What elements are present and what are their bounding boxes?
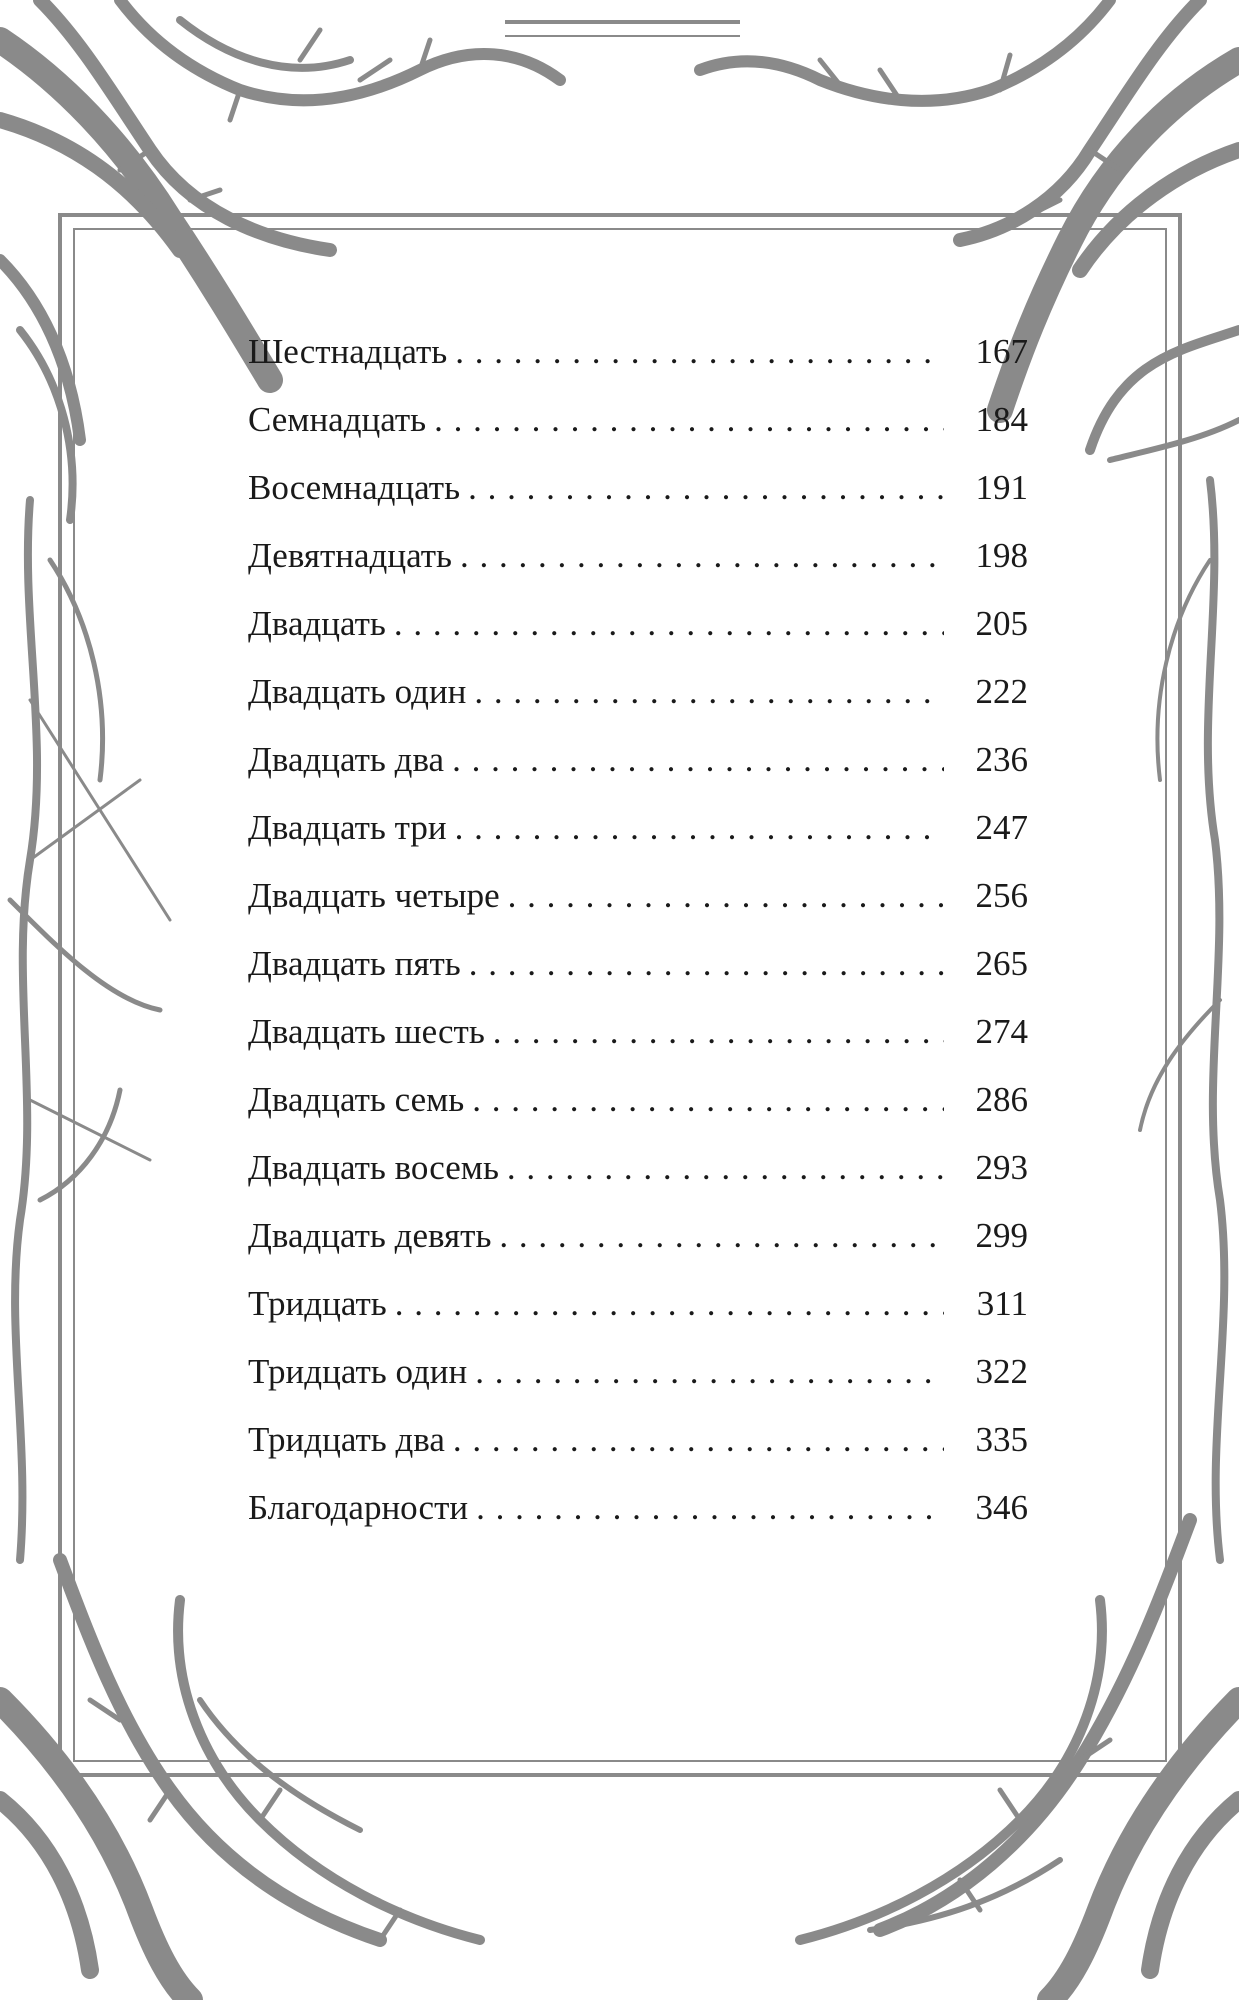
dot-leader: [468, 454, 944, 522]
toc-entry-page: 247: [975, 808, 1028, 847]
toc-entry-title: Двадцать девять: [248, 1216, 492, 1255]
dot-leader: [455, 318, 944, 386]
toc-entry: [248, 1202, 1028, 1270]
toc-entry-page: 205: [975, 604, 1028, 643]
toc-entry-page: 311: [976, 1284, 1028, 1323]
toc-entry: [248, 1270, 1028, 1338]
toc-entry-page: 191: [975, 468, 1028, 507]
toc-entry: [248, 794, 1028, 862]
table-of-contents: [248, 318, 1028, 1542]
toc-entry: [248, 1406, 1028, 1474]
toc-entry-page: 274: [975, 1012, 1028, 1051]
toc-entry-title: Семнадцать: [248, 400, 427, 439]
toc-entry-page: 265: [975, 944, 1028, 983]
toc-entry: [248, 318, 1028, 386]
toc-entry-page: 335: [975, 1420, 1028, 1459]
toc-entry-title: Восемнадцать: [248, 468, 461, 507]
toc-entry: [248, 930, 1028, 998]
dot-leader: [493, 998, 944, 1066]
toc-entry-title: Тридцать один: [248, 1352, 468, 1391]
toc-entry-title: Двадцать один: [248, 672, 467, 711]
dot-leader: [394, 590, 944, 658]
toc-entry-title: Тридцать два: [248, 1420, 445, 1459]
dot-leader: [475, 1338, 944, 1406]
toc-entry-title: Девятнадцать: [248, 536, 452, 575]
toc-entry-page: 346: [975, 1488, 1028, 1527]
dot-leader: [395, 1270, 944, 1338]
dot-leader: [434, 386, 944, 454]
toc-entry-title: Благодарности: [248, 1488, 469, 1527]
toc-entry-title: Двадцать три: [248, 808, 447, 847]
toc-entry-page: 236: [975, 740, 1028, 779]
toc-entry: [248, 454, 1028, 522]
toc-entry: [248, 998, 1028, 1066]
toc-entry-title: Двадцать восемь: [248, 1148, 499, 1187]
dot-leader: [474, 658, 944, 726]
toc-entry: [248, 1338, 1028, 1406]
toc-entry: [248, 1066, 1028, 1134]
toc-entry: [248, 386, 1028, 454]
toc-entry-title: Двадцать шесть: [248, 1012, 485, 1051]
toc-entry-page: 222: [975, 672, 1028, 711]
toc-entry: [248, 658, 1028, 726]
toc-entry-title: Двадцать два: [248, 740, 445, 779]
toc-entry-title: Шестнадцать: [248, 332, 448, 371]
toc-entry-page: 286: [975, 1080, 1028, 1119]
toc-entry: [248, 1474, 1028, 1542]
dot-leader: [469, 930, 944, 998]
toc-entry-page: 293: [975, 1148, 1028, 1187]
toc-entry: [248, 590, 1028, 658]
toc-entry: [248, 522, 1028, 590]
dot-leader: [453, 1406, 944, 1474]
dot-leader: [452, 726, 944, 794]
toc-entry-page: 299: [975, 1216, 1028, 1255]
dot-leader: [455, 794, 944, 862]
toc-entry-title: Двадцать семь: [248, 1080, 465, 1119]
toc-entry-page: 322: [975, 1352, 1028, 1391]
dot-leader: [476, 1474, 944, 1542]
toc-entry: [248, 1134, 1028, 1202]
thorn-ornament-bottom-left: [0, 1560, 480, 2000]
dot-leader: [507, 1134, 944, 1202]
toc-entry: [248, 726, 1028, 794]
dot-leader: [472, 1066, 944, 1134]
toc-entry-page: 167: [975, 332, 1028, 371]
toc-entry: [248, 862, 1028, 930]
toc-entry-page: 256: [975, 876, 1028, 915]
toc-entry-title: Двадцать четыре: [248, 876, 500, 915]
dot-leader: [508, 862, 944, 930]
thorn-ornament-left-side: [10, 500, 170, 1560]
toc-entry-page: 184: [975, 400, 1028, 439]
toc-entry-title: Тридцать: [248, 1284, 387, 1323]
dot-leader: [499, 1202, 944, 1270]
thorn-ornament-right-side: [1140, 480, 1224, 1560]
dot-leader: [460, 522, 944, 590]
toc-entry-title: Двадцать: [248, 604, 386, 643]
toc-entry-title: Двадцать пять: [248, 944, 461, 983]
toc-entry-page: 198: [975, 536, 1028, 575]
